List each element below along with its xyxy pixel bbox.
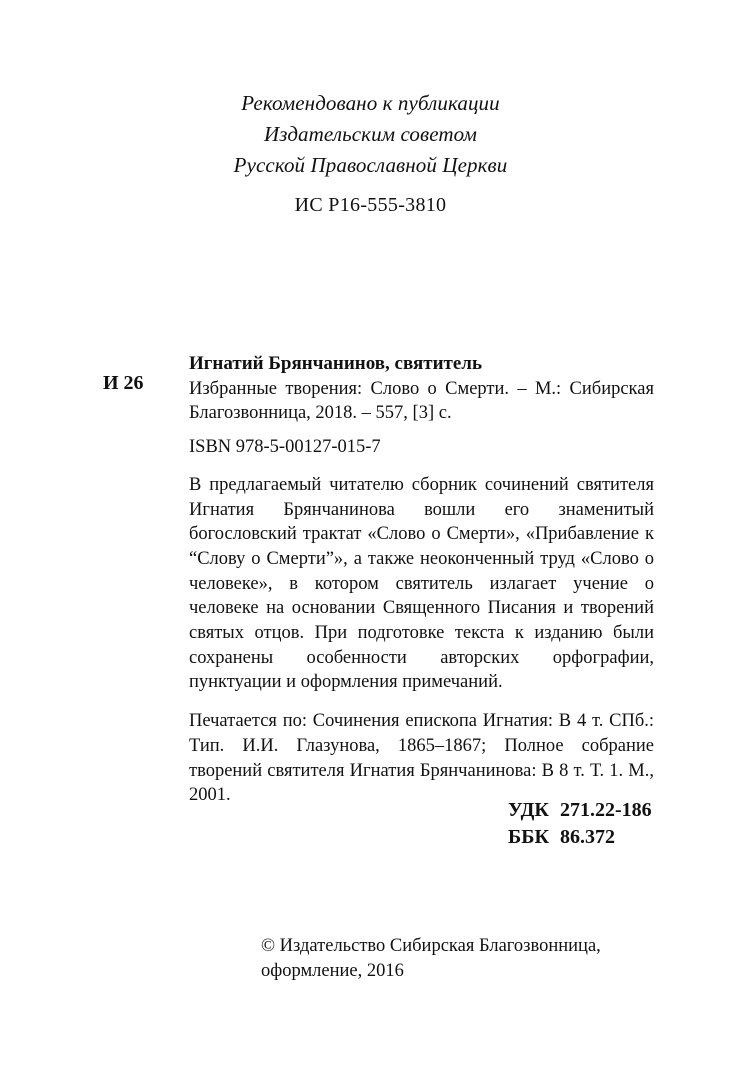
bbk-label: ББК — [508, 826, 549, 848]
recommendation-code: ИС Р16-555-3810 — [294, 194, 447, 216]
recommendation-line-1: Рекомендовано к публикации — [241, 91, 500, 115]
copyright-line-1: © Издательство Сибирская Благозвонница, — [261, 936, 601, 956]
author-index-mark: И 26 — [103, 372, 144, 394]
copyright-notice — [261, 934, 601, 984]
recommendation-line-3: Русской Православной Церкви — [233, 153, 508, 177]
bbk-value: 86.372 — [560, 826, 615, 848]
udk-label: УДК — [508, 799, 549, 821]
udk-value: 271.22-186 — [560, 799, 652, 821]
recommendation-line-2: Издательским советом — [264, 122, 477, 146]
bbk-row — [508, 824, 652, 851]
classification-codes — [508, 797, 652, 851]
title-info: Избранные творения: Слово о Смерти. – М.: Сибирская Благозвонница, 2018. – 557, [3] с. — [189, 378, 654, 424]
publication-recommendation — [0, 88, 741, 220]
isbn: ISBN 978-5-00127-015-7 — [189, 437, 381, 458]
annotation: В предлагаемый читателю сборник сочинений святителя Игнатия Брянчанинова вошли его знаменитый богословский трактат «Слово о Смерти», «Прибавление к “Слову о Смерти”», а также неоконченный труд «Слово о человеке», в котором святитель излагает учение о человеке на основании Священного Писания и творений святых отцов. При подготовке текста к изданию были сохранены особенности авторских орфографии, пунктуации и оформления примечаний. — [189, 474, 654, 693]
udk-row — [508, 797, 652, 824]
copyright-line-2: оформление, 2016 — [261, 961, 404, 981]
bibliographic-entry — [189, 352, 654, 808]
source-note: Печатается по: Сочинения епископа Игнатия: В 4 т. СПб.: Тип. И.И. Глазунова, 1865–1867; Полное собрание творений святителя Игнатия Брянчанинова: В 8 т. Т. 1. М., 2001. — [189, 711, 654, 806]
author-name: Игнатий Брянчанинов, святитель — [189, 353, 483, 374]
